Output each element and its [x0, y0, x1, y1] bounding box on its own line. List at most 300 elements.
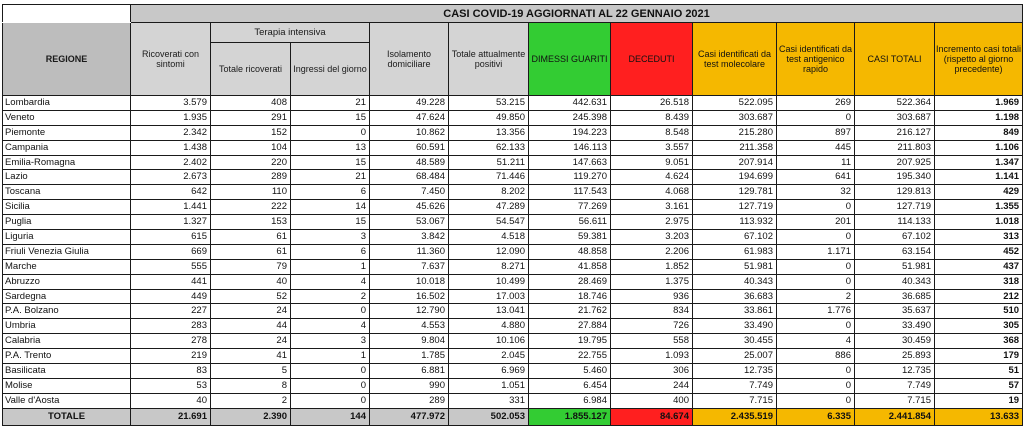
- cell-dimessi: 117.543: [529, 185, 611, 200]
- table-row: [3, 289, 1023, 304]
- cell-positivi: 51.211: [449, 155, 529, 170]
- cell-ricoverati: 1.441: [131, 200, 211, 215]
- cell-deceduti: 8.439: [611, 110, 693, 125]
- header-ricoverati: Ricoverati con sintomi: [131, 23, 211, 96]
- total-ricoverati: 21.691: [131, 408, 211, 425]
- cell-dimessi: 48.858: [529, 244, 611, 259]
- cell-totale-ricoverati: 153: [211, 215, 291, 230]
- cell-casi-totali: 195.340: [855, 170, 935, 185]
- cell-antigenico: 641: [777, 170, 855, 185]
- cell-antigenico: 886: [777, 349, 855, 364]
- cell-molecolare: 194.699: [693, 170, 777, 185]
- cell-ingressi: 0: [291, 304, 370, 319]
- cell-totale-ricoverati: 220: [211, 155, 291, 170]
- cell-dimessi: 59.381: [529, 230, 611, 245]
- cell-regione: Lombardia: [3, 96, 131, 111]
- header-ingressi: Ingressi del giorno: [291, 43, 370, 96]
- cell-isolamento: 11.360: [370, 244, 449, 259]
- table-row: [3, 125, 1023, 140]
- cell-ricoverati: 2.402: [131, 155, 211, 170]
- cell-ricoverati: 669: [131, 244, 211, 259]
- cell-incremento: 1.018: [935, 215, 1023, 230]
- cell-isolamento: 4.553: [370, 319, 449, 334]
- cell-ingressi: 0: [291, 393, 370, 408]
- cell-regione: Emilia-Romagna: [3, 155, 131, 170]
- cell-dimessi: 19.795: [529, 334, 611, 349]
- total-isolamento: 477.972: [370, 408, 449, 425]
- cell-dimessi: 442.631: [529, 96, 611, 111]
- cell-molecolare: 51.981: [693, 259, 777, 274]
- total-antigenico: 6.335: [777, 408, 855, 425]
- cell-molecolare: 303.687: [693, 110, 777, 125]
- cell-ingressi: 3: [291, 230, 370, 245]
- cell-isolamento: 7.450: [370, 185, 449, 200]
- cell-deceduti: 558: [611, 334, 693, 349]
- cell-positivi: 8.271: [449, 259, 529, 274]
- cell-casi-totali: 67.102: [855, 230, 935, 245]
- cell-antigenico: 0: [777, 259, 855, 274]
- cell-ricoverati: 3.579: [131, 96, 211, 111]
- cell-dimessi: 41.858: [529, 259, 611, 274]
- total-casi-totali: 2.441.854: [855, 408, 935, 425]
- cell-ricoverati: 555: [131, 259, 211, 274]
- cell-incremento: 1.141: [935, 170, 1023, 185]
- cell-totale-ricoverati: 5: [211, 364, 291, 379]
- cell-positivi: 49.850: [449, 110, 529, 125]
- header-molecolare: Casi identificati da test molecolare: [693, 23, 777, 96]
- cell-isolamento: 48.589: [370, 155, 449, 170]
- cell-dimessi: 245.398: [529, 110, 611, 125]
- cell-positivi: 12.090: [449, 244, 529, 259]
- cell-regione: Sicilia: [3, 200, 131, 215]
- cell-antigenico: 269: [777, 96, 855, 111]
- cell-ingressi: 1: [291, 349, 370, 364]
- cell-ingressi: 6: [291, 244, 370, 259]
- cell-ingressi: 21: [291, 170, 370, 185]
- cell-isolamento: 1.785: [370, 349, 449, 364]
- cell-antigenico: 2: [777, 289, 855, 304]
- cell-regione: Veneto: [3, 110, 131, 125]
- cell-regione: Campania: [3, 140, 131, 155]
- cell-positivi: 17.003: [449, 289, 529, 304]
- cell-antigenico: 0: [777, 230, 855, 245]
- cell-ricoverati: 615: [131, 230, 211, 245]
- header-regione: REGIONE: [3, 23, 131, 96]
- table-row: [3, 393, 1023, 408]
- cell-positivi: 6.969: [449, 364, 529, 379]
- cell-isolamento: 60.591: [370, 140, 449, 155]
- cell-positivi: 13.041: [449, 304, 529, 319]
- totals-row: [3, 408, 1023, 425]
- cell-casi-totali: 114.133: [855, 215, 935, 230]
- cell-positivi: 8.202: [449, 185, 529, 200]
- cell-isolamento: 16.502: [370, 289, 449, 304]
- cell-molecolare: 129.781: [693, 185, 777, 200]
- cell-totale-ricoverati: 24: [211, 334, 291, 349]
- cell-molecolare: 33.861: [693, 304, 777, 319]
- cell-ingressi: 6: [291, 185, 370, 200]
- cell-totale-ricoverati: 40: [211, 274, 291, 289]
- cell-casi-totali: 7.715: [855, 393, 935, 408]
- cell-positivi: 71.446: [449, 170, 529, 185]
- cell-molecolare: 33.490: [693, 319, 777, 334]
- cell-regione: Molise: [3, 378, 131, 393]
- cell-molecolare: 7.715: [693, 393, 777, 408]
- cell-deceduti: 9.051: [611, 155, 693, 170]
- cell-ingressi: 1: [291, 259, 370, 274]
- cell-antigenico: 0: [777, 319, 855, 334]
- cell-totale-ricoverati: 222: [211, 200, 291, 215]
- cell-positivi: 10.499: [449, 274, 529, 289]
- cell-ricoverati: 449: [131, 289, 211, 304]
- cell-regione: Marche: [3, 259, 131, 274]
- header-terapia-intensiva: Terapia intensiva: [211, 23, 370, 43]
- cell-incremento: 849: [935, 125, 1023, 140]
- header-incremento: Incremento casi totali (rispetto al giorno precedente): [935, 23, 1023, 96]
- cell-molecolare: 12.735: [693, 364, 777, 379]
- cell-deceduti: 3.161: [611, 200, 693, 215]
- cell-ingressi: 3: [291, 334, 370, 349]
- cell-incremento: 51: [935, 364, 1023, 379]
- table-row: [3, 319, 1023, 334]
- cell-casi-totali: 129.813: [855, 185, 935, 200]
- cell-casi-totali: 303.687: [855, 110, 935, 125]
- cell-casi-totali: 51.981: [855, 259, 935, 274]
- cell-ricoverati: 1.327: [131, 215, 211, 230]
- cell-isolamento: 990: [370, 378, 449, 393]
- cell-molecolare: 522.095: [693, 96, 777, 111]
- cell-deceduti: 2.206: [611, 244, 693, 259]
- table-row: [3, 244, 1023, 259]
- cell-antigenico: 0: [777, 200, 855, 215]
- cell-isolamento: 10.018: [370, 274, 449, 289]
- cell-ricoverati: 40: [131, 393, 211, 408]
- cell-antigenico: 897: [777, 125, 855, 140]
- cell-totale-ricoverati: 291: [211, 110, 291, 125]
- cell-totale-ricoverati: 104: [211, 140, 291, 155]
- cell-molecolare: 207.914: [693, 155, 777, 170]
- table-row: [3, 259, 1023, 274]
- cell-ricoverati: 278: [131, 334, 211, 349]
- cell-dimessi: 194.223: [529, 125, 611, 140]
- cell-isolamento: 12.790: [370, 304, 449, 319]
- cell-antigenico: 0: [777, 393, 855, 408]
- header-casi-totali: CASI TOTALI: [855, 23, 935, 96]
- cell-ingressi: 4: [291, 319, 370, 334]
- header-antigenico: Casi identificati da test antigenico rapido: [777, 23, 855, 96]
- total-positivi: 502.053: [449, 408, 529, 425]
- cell-incremento: 318: [935, 274, 1023, 289]
- cell-antigenico: 0: [777, 364, 855, 379]
- cell-totale-ricoverati: 41: [211, 349, 291, 364]
- cell-casi-totali: 207.925: [855, 155, 935, 170]
- cell-incremento: 1.106: [935, 140, 1023, 155]
- cell-incremento: 1.347: [935, 155, 1023, 170]
- cell-casi-totali: 522.364: [855, 96, 935, 111]
- cell-isolamento: 49.228: [370, 96, 449, 111]
- cell-ricoverati: 53: [131, 378, 211, 393]
- cell-regione: Lazio: [3, 170, 131, 185]
- cell-dimessi: 28.469: [529, 274, 611, 289]
- cell-molecolare: 7.749: [693, 378, 777, 393]
- total-molecolare: 2.435.519: [693, 408, 777, 425]
- cell-ricoverati: 283: [131, 319, 211, 334]
- cell-positivi: 2.045: [449, 349, 529, 364]
- cell-regione: Puglia: [3, 215, 131, 230]
- cell-incremento: 19: [935, 393, 1023, 408]
- table-row: [3, 96, 1023, 111]
- cell-ingressi: 2: [291, 289, 370, 304]
- cell-incremento: 212: [935, 289, 1023, 304]
- cell-regione: Umbria: [3, 319, 131, 334]
- cell-deceduti: 3.203: [611, 230, 693, 245]
- table-row: [3, 185, 1023, 200]
- cell-ricoverati: 642: [131, 185, 211, 200]
- total-deceduti: 84.674: [611, 408, 693, 425]
- cell-dimessi: 18.746: [529, 289, 611, 304]
- cell-regione: Toscana: [3, 185, 131, 200]
- cell-antigenico: 11: [777, 155, 855, 170]
- cell-molecolare: 61.983: [693, 244, 777, 259]
- cell-deceduti: 1.852: [611, 259, 693, 274]
- cell-ricoverati: 219: [131, 349, 211, 364]
- cell-positivi: 1.051: [449, 378, 529, 393]
- table-row: [3, 274, 1023, 289]
- cell-positivi: 331: [449, 393, 529, 408]
- cell-incremento: 1.198: [935, 110, 1023, 125]
- cell-dimessi: 147.663: [529, 155, 611, 170]
- cell-incremento: 179: [935, 349, 1023, 364]
- cell-ingressi: 0: [291, 364, 370, 379]
- header-isolamento: Isolamento domiciliare: [370, 23, 449, 96]
- total-dimessi: 1.855.127: [529, 408, 611, 425]
- total-incremento: 13.633: [935, 408, 1023, 425]
- cell-dimessi: 22.755: [529, 349, 611, 364]
- cell-antigenico: 0: [777, 110, 855, 125]
- cell-ricoverati: 227: [131, 304, 211, 319]
- cell-casi-totali: 127.719: [855, 200, 935, 215]
- cell-totale-ricoverati: 61: [211, 244, 291, 259]
- cell-deceduti: 2.975: [611, 215, 693, 230]
- cell-molecolare: 36.683: [693, 289, 777, 304]
- total-totale-ricoverati: 2.390: [211, 408, 291, 425]
- cell-incremento: 510: [935, 304, 1023, 319]
- cell-casi-totali: 33.490: [855, 319, 935, 334]
- cell-ricoverati: 441: [131, 274, 211, 289]
- table-row: [3, 349, 1023, 364]
- header-totale-ricoverati: Totale ricoverati: [211, 43, 291, 96]
- table-row: [3, 304, 1023, 319]
- cell-ingressi: 21: [291, 96, 370, 111]
- cell-totale-ricoverati: 24: [211, 304, 291, 319]
- cell-antigenico: 32: [777, 185, 855, 200]
- cell-isolamento: 7.637: [370, 259, 449, 274]
- cell-isolamento: 45.626: [370, 200, 449, 215]
- table-body: [3, 96, 1023, 409]
- cell-regione: Friuli Venezia Giulia: [3, 244, 131, 259]
- cell-deceduti: 1.375: [611, 274, 693, 289]
- cell-dimessi: 6.984: [529, 393, 611, 408]
- cell-casi-totali: 211.803: [855, 140, 935, 155]
- cell-casi-totali: 30.459: [855, 334, 935, 349]
- table-row: [3, 230, 1023, 245]
- cell-positivi: 53.215: [449, 96, 529, 111]
- cell-regione: Calabria: [3, 334, 131, 349]
- cell-positivi: 10.106: [449, 334, 529, 349]
- cell-incremento: 368: [935, 334, 1023, 349]
- cell-deceduti: 244: [611, 378, 693, 393]
- cell-regione: P.A. Bolzano: [3, 304, 131, 319]
- cell-ricoverati: 1.935: [131, 110, 211, 125]
- cell-deceduti: 306: [611, 364, 693, 379]
- cell-deceduti: 26.518: [611, 96, 693, 111]
- cell-positivi: 4.880: [449, 319, 529, 334]
- cell-ricoverati: 2.342: [131, 125, 211, 140]
- table-row: [3, 364, 1023, 379]
- cell-casi-totali: 40.343: [855, 274, 935, 289]
- cell-molecolare: 25.007: [693, 349, 777, 364]
- cell-casi-totali: 25.893: [855, 349, 935, 364]
- cell-casi-totali: 216.127: [855, 125, 935, 140]
- cell-regione: Valle d'Aosta: [3, 393, 131, 408]
- cell-antigenico: 1.776: [777, 304, 855, 319]
- cell-isolamento: 68.484: [370, 170, 449, 185]
- cell-positivi: 4.518: [449, 230, 529, 245]
- header-deceduti: DECEDUTI: [611, 23, 693, 96]
- table-title: CASI COVID-19 AGGIORNATI AL 22 GENNAIO 2021: [131, 5, 1023, 23]
- covid-table-container: [2, 4, 1023, 426]
- cell-regione: Basilicata: [3, 364, 131, 379]
- cell-incremento: 57: [935, 378, 1023, 393]
- cell-casi-totali: 12.735: [855, 364, 935, 379]
- cell-ingressi: 13: [291, 140, 370, 155]
- cell-antigenico: 0: [777, 274, 855, 289]
- cell-totale-ricoverati: 52: [211, 289, 291, 304]
- cell-regione: P.A. Trento: [3, 349, 131, 364]
- cell-dimessi: 27.884: [529, 319, 611, 334]
- cell-antigenico: 445: [777, 140, 855, 155]
- cell-dimessi: 6.454: [529, 378, 611, 393]
- cell-regione: Abruzzo: [3, 274, 131, 289]
- cell-dimessi: 21.762: [529, 304, 611, 319]
- cell-ingressi: 0: [291, 378, 370, 393]
- cell-incremento: 437: [935, 259, 1023, 274]
- cell-deceduti: 4.624: [611, 170, 693, 185]
- cell-deceduti: 1.093: [611, 349, 693, 364]
- cell-incremento: 429: [935, 185, 1023, 200]
- cell-incremento: 313: [935, 230, 1023, 245]
- cell-ingressi: 15: [291, 110, 370, 125]
- cell-casi-totali: 35.637: [855, 304, 935, 319]
- title-corner: [3, 5, 131, 23]
- cell-ricoverati: 1.438: [131, 140, 211, 155]
- cell-regione: Piemonte: [3, 125, 131, 140]
- table-row: [3, 110, 1023, 125]
- table-row: [3, 155, 1023, 170]
- cell-totale-ricoverati: 110: [211, 185, 291, 200]
- cell-isolamento: 9.804: [370, 334, 449, 349]
- cell-ingressi: 14: [291, 200, 370, 215]
- cell-regione: Liguria: [3, 230, 131, 245]
- cell-ingressi: 15: [291, 155, 370, 170]
- cell-positivi: 13.356: [449, 125, 529, 140]
- cell-totale-ricoverati: 289: [211, 170, 291, 185]
- cell-totale-ricoverati: 152: [211, 125, 291, 140]
- table-row: [3, 170, 1023, 185]
- cell-totale-ricoverati: 2: [211, 393, 291, 408]
- cell-ingressi: 15: [291, 215, 370, 230]
- cell-isolamento: 289: [370, 393, 449, 408]
- cell-incremento: 452: [935, 244, 1023, 259]
- cell-casi-totali: 63.154: [855, 244, 935, 259]
- cell-deceduti: 4.068: [611, 185, 693, 200]
- cell-dimessi: 119.270: [529, 170, 611, 185]
- cell-molecolare: 127.719: [693, 200, 777, 215]
- cell-isolamento: 3.842: [370, 230, 449, 245]
- cell-dimessi: 77.269: [529, 200, 611, 215]
- header-positivi: Totale attualmente positivi: [449, 23, 529, 96]
- cell-totale-ricoverati: 44: [211, 319, 291, 334]
- cell-antigenico: 4: [777, 334, 855, 349]
- cell-deceduti: 400: [611, 393, 693, 408]
- cell-incremento: 1.355: [935, 200, 1023, 215]
- table-row: [3, 200, 1023, 215]
- cell-dimessi: 5.460: [529, 364, 611, 379]
- cell-totale-ricoverati: 79: [211, 259, 291, 274]
- table-row: [3, 215, 1023, 230]
- header-dimessi: DIMESSI GUARITI: [529, 23, 611, 96]
- covid-table: [2, 4, 1023, 426]
- cell-dimessi: 56.611: [529, 215, 611, 230]
- cell-isolamento: 6.881: [370, 364, 449, 379]
- cell-casi-totali: 36.685: [855, 289, 935, 304]
- total-regione: TOTALE: [3, 408, 131, 425]
- cell-isolamento: 47.624: [370, 110, 449, 125]
- cell-ricoverati: 2.673: [131, 170, 211, 185]
- cell-antigenico: 0: [777, 378, 855, 393]
- cell-molecolare: 30.455: [693, 334, 777, 349]
- cell-deceduti: 3.557: [611, 140, 693, 155]
- cell-ingressi: 0: [291, 125, 370, 140]
- cell-molecolare: 40.343: [693, 274, 777, 289]
- cell-totale-ricoverati: 61: [211, 230, 291, 245]
- cell-dimessi: 146.113: [529, 140, 611, 155]
- table-row: [3, 140, 1023, 155]
- total-ingressi: 144: [291, 408, 370, 425]
- cell-molecolare: 113.932: [693, 215, 777, 230]
- cell-positivi: 62.133: [449, 140, 529, 155]
- cell-molecolare: 215.280: [693, 125, 777, 140]
- cell-molecolare: 211.358: [693, 140, 777, 155]
- cell-deceduti: 834: [611, 304, 693, 319]
- cell-totale-ricoverati: 8: [211, 378, 291, 393]
- cell-ricoverati: 83: [131, 364, 211, 379]
- cell-casi-totali: 7.749: [855, 378, 935, 393]
- cell-deceduti: 8.548: [611, 125, 693, 140]
- table-row: [3, 378, 1023, 393]
- cell-molecolare: 67.102: [693, 230, 777, 245]
- cell-positivi: 47.289: [449, 200, 529, 215]
- cell-antigenico: 201: [777, 215, 855, 230]
- cell-positivi: 54.547: [449, 215, 529, 230]
- cell-ingressi: 4: [291, 274, 370, 289]
- cell-deceduti: 936: [611, 289, 693, 304]
- cell-antigenico: 1.171: [777, 244, 855, 259]
- cell-isolamento: 53.067: [370, 215, 449, 230]
- cell-incremento: 1.969: [935, 96, 1023, 111]
- table-row: [3, 334, 1023, 349]
- cell-totale-ricoverati: 408: [211, 96, 291, 111]
